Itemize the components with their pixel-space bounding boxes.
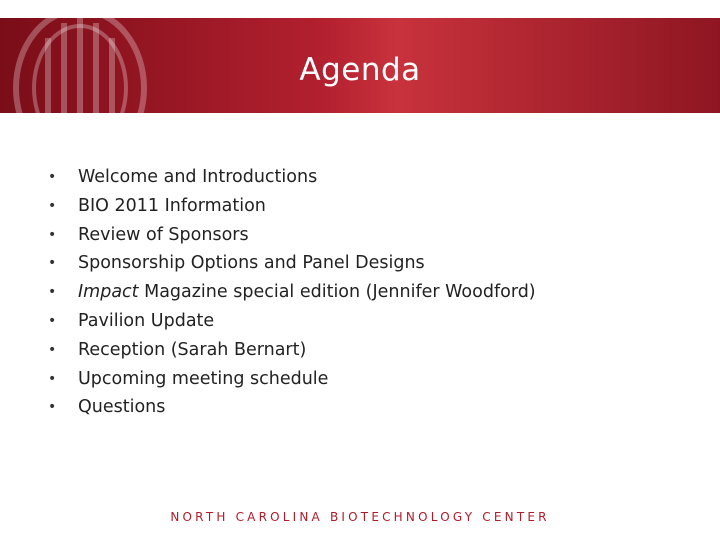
bullet-icon: • <box>48 226 57 243</box>
agenda-item-text: Welcome and Introductions <box>78 167 318 187</box>
bullet-icon: • <box>48 255 57 272</box>
bullet-icon: • <box>48 399 57 416</box>
slide-title: Agenda <box>299 52 421 88</box>
agenda-item-emphasis: Impact <box>78 282 139 303</box>
bullet-icon: • <box>48 341 57 358</box>
agenda-item-text: Upcoming meeting schedule <box>78 368 329 389</box>
agenda-item <box>48 163 536 192</box>
agenda-item <box>48 192 536 221</box>
footer-organization-name: NORTH CAROLINA BIOTECHNOLOGY CENTER <box>170 510 550 524</box>
agenda-item-text: Pavilion Update <box>78 310 215 331</box>
agenda-item <box>48 278 536 307</box>
agenda-item-text: BIO 2011 Information <box>78 195 266 216</box>
bullet-icon: • <box>48 197 57 214</box>
slide-title-wrap <box>0 18 720 113</box>
bullet-icon: • <box>48 370 57 387</box>
agenda-list <box>48 163 536 422</box>
agenda-item <box>48 365 536 394</box>
agenda-item-text: Review of Sponsors <box>78 224 249 245</box>
agenda-item-text: Reception (Sarah Bernart) <box>78 339 307 360</box>
agenda-item <box>48 249 536 278</box>
agenda-item-text: Questions <box>78 397 166 418</box>
agenda-item <box>48 336 536 365</box>
slide-header-banner <box>0 18 720 113</box>
footer-wrap <box>0 510 720 524</box>
agenda-item <box>48 307 536 336</box>
agenda-item <box>48 393 536 422</box>
agenda-item-text: Magazine special edition (Jennifer Woodford) <box>138 282 536 303</box>
bullet-icon: • <box>48 312 57 329</box>
bullet-icon: • <box>48 169 57 185</box>
agenda-item <box>48 221 536 250</box>
agenda-item-text: Sponsorship Options and Panel Designs <box>78 253 425 274</box>
bullet-icon: • <box>48 284 57 301</box>
